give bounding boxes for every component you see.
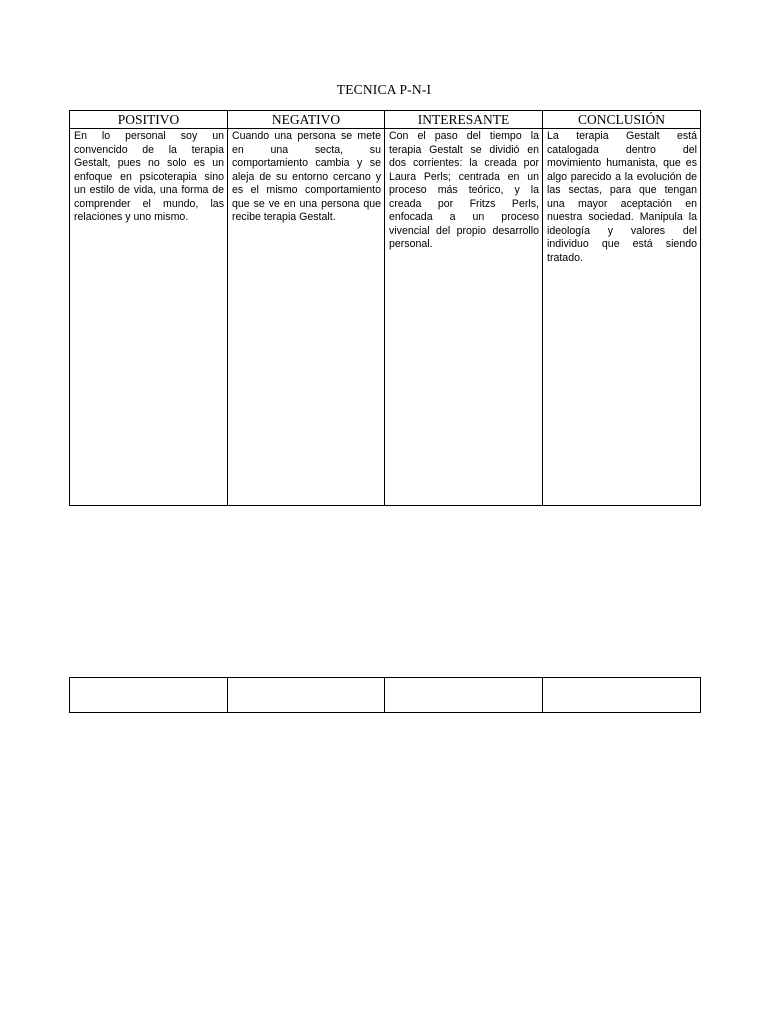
header-positivo: POSITIVO: [70, 111, 228, 129]
cell-negativo: Cuando una persona se mete en una secta, su comportamiento cambia y se aleja de su entorno cercano y es el mismo comportamiento que se ve en una persona que recibe terapia Gestalt.: [228, 129, 385, 506]
table-row: [70, 129, 701, 506]
table-header-row: [70, 111, 701, 129]
header-negativo: NEGATIVO: [228, 111, 385, 129]
empty-cell: [385, 678, 543, 713]
cell-interesante: Con el paso del tiempo la terapia Gestalt se dividió en dos corrientes: la creada por Laura Perls; centrada en un proceso más teórico, y la creada por Fritzs Perls, enfocada a un proceso vivencial del propio desarrollo personal.: [385, 129, 543, 506]
header-conclusion: CONCLUSIÓN: [543, 111, 701, 129]
empty-cell: [228, 678, 385, 713]
cell-positivo: En lo personal soy un convencido de la terapia Gestalt, pues no solo es un enfoque en psicoterapia sino un estilo de vida, una forma de comprender el mundo, las relaciones y uno mismo.: [70, 129, 228, 506]
cell-conclusion: La terapia Gestalt está catalogada dentro del movimiento humanista, que es algo parecido a la evolución de las sectas, para que tengan una mayor aceptación en nuestra sociedad. Manipula la ideología y valores del individuo que está siendo tratado.: [543, 129, 701, 506]
header-interesante: INTERESANTE: [385, 111, 543, 129]
empty-table: [69, 677, 701, 713]
empty-cell: [543, 678, 701, 713]
page-title: TECNICA P-N-I: [336, 82, 432, 97]
pni-table: [69, 110, 701, 506]
table-row: [70, 678, 701, 713]
empty-cell: [70, 678, 228, 713]
